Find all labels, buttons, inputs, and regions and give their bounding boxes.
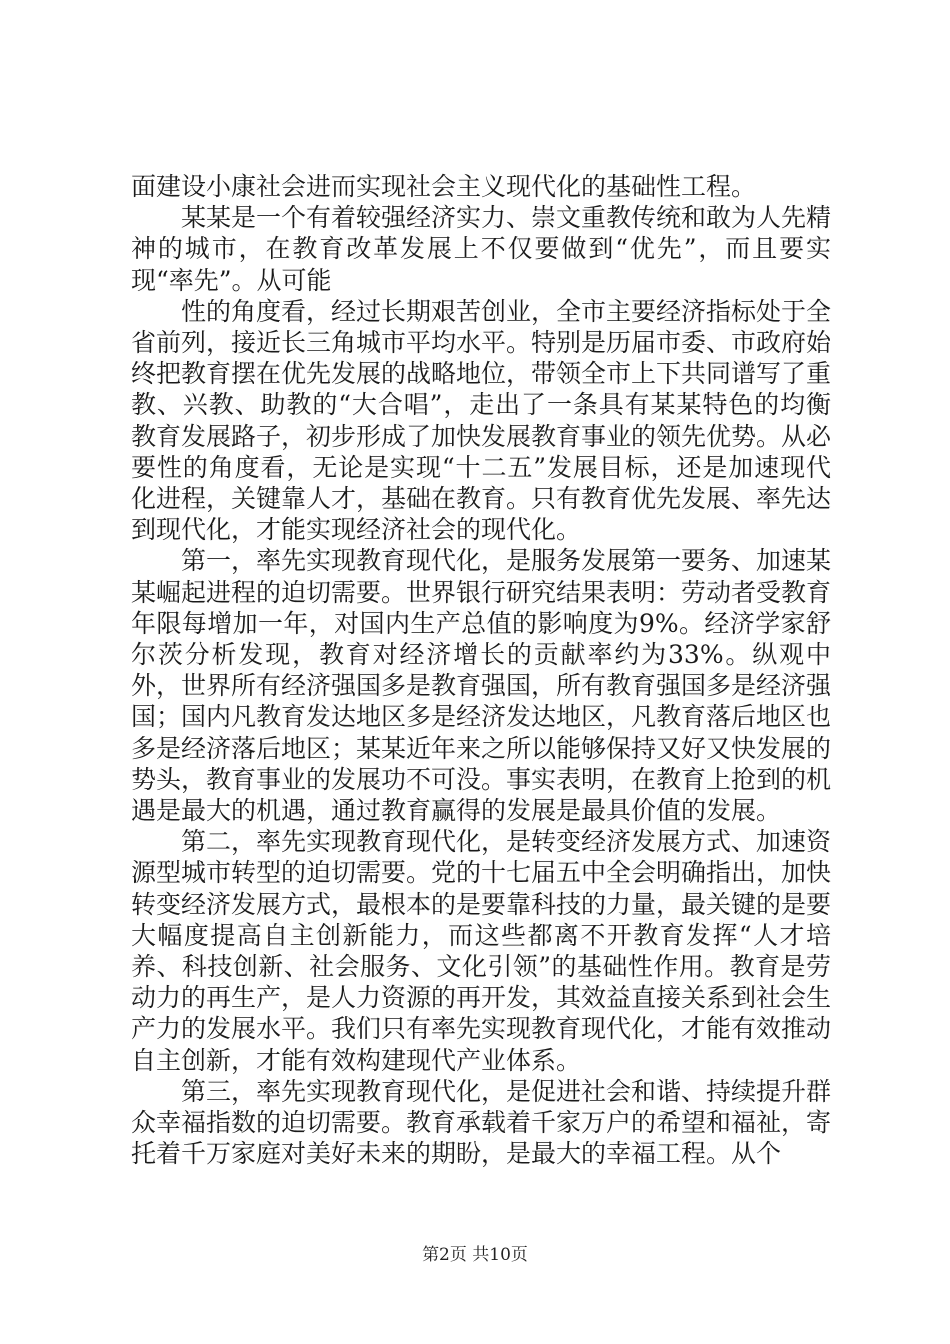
- paragraph-third-point: 第三，率先实现教育现代化，是促进社会和谐、持续提升群众幸福指数的迫切需要。教育承载着千家万户的希望和福祉，寄托着千万家庭对美好未来的期盼，是最大的幸福工程。从个: [131, 1076, 832, 1169]
- paragraph-continuation: 面建设小康社会进而实现社会主义现代化的基础性工程。: [131, 172, 757, 201]
- paragraph-first-point: 第一，率先实现教育现代化，是服务发展第一要务、加速某某崛起进程的迫切需要。世界银行研究结果表明：劳动者受教育年限每增加一年，对国内生产总值的影响度为9%。经济学家舒尔茨分析发现，教育对经济增长的贡献率约为33%。纵观中外，世界所有经济强国多是教育强国，所有教育强国多是经济强国；国内凡教育发达地区多是经济发达地区，凡教育落后地区也多是经济落后地区；某某近年来之所以能够保持又好又快发展的势头，教育事业的发展功不可没。事实表明，在教育上抢到的机遇是最大的机遇，通过教育赢得的发展是最具价值的发展。: [131, 546, 832, 826]
- page-number-footer: 第2页 共10页: [422, 1245, 528, 1265]
- paragraph-city-strength: 某某是一个有着较强经济实力、崇文重教传统和敢为人先精神的城市，在教育改革发展上不仅要做到“优先”，而且要实现“率先”。从可能: [131, 203, 832, 295]
- body-text: [131, 171, 831, 1170]
- paragraph-second-point: 第二，率先实现教育现代化，是转变经济发展方式、加速资源型城市转型的迫切需要。党的十七届五中全会明确指出，加快转变经济发展方式，最根本的是要靠科技的力量，最关键的是要大幅度提高自主创新能力，而这些都离不开教育发挥“人才培养、科技创新、社会服务、文化引领”的基础性作用。教育是劳动力的再生产，是人力资源的再开发，其效益直接关系到社会生产力的发展水平。我们只有率先实现教育现代化，才能有效推动自主创新，才能有效构建现代产业体系。: [131, 827, 832, 1075]
- paragraph-feasibility: 性的角度看，经过长期艰苦创业，全市主要经济指标处于全省前列，接近长三角城市平均水平。特别是历届市委、市政府始终把教育摆在优先发展的战略地位，带领全市上下共同谱写了重教、兴教、助教的“大合唱”，走出了一条具有某某特色的均衡教育发展路子，初步形成了加快发展教育事业的领先优势。从必要性的角度看，无论是实现“十二五”发展目标，还是加速现代化进程，关键靠人才，基础在教育。只有教育优先发展、率先达到现代化，才能实现经济社会的现代化。: [131, 296, 832, 545]
